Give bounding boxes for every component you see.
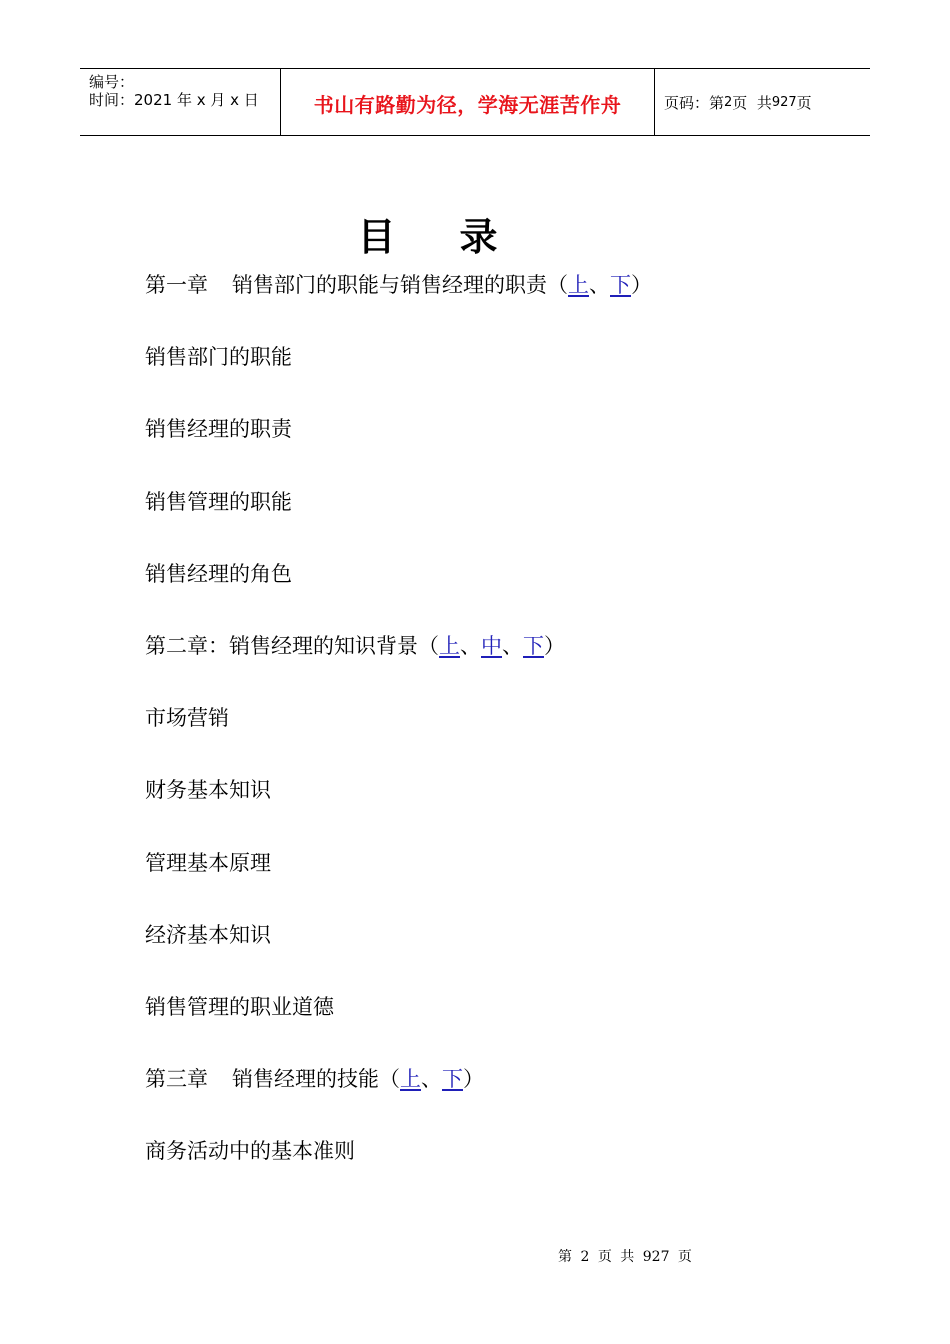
toc-entry-text: 商务活动中的基本准则 xyxy=(145,1139,355,1164)
toc-entry-text: 销售经理的职责 xyxy=(145,417,292,442)
toc-entry-text: 销售经理的角色 xyxy=(145,561,292,586)
toc-link[interactable]: 上 xyxy=(568,273,589,297)
toc-link[interactable]: 下 xyxy=(523,633,544,658)
page-title xyxy=(0,206,855,261)
toc-entry xyxy=(145,918,845,990)
toc-entry-text: 财务基本知识 xyxy=(145,778,271,803)
page-footer: 第 2 页 共 927 页 xyxy=(558,1249,692,1265)
toc-entry xyxy=(145,701,845,773)
toc-separator: 、 xyxy=(502,633,523,658)
toc-entry xyxy=(145,268,845,340)
toc-entry xyxy=(145,340,845,412)
header-page-suffix: 页 xyxy=(796,93,812,112)
page-header xyxy=(80,68,870,136)
header-page-total: 927 xyxy=(771,94,797,110)
toc-entry xyxy=(145,773,845,845)
header-motto: 书山有路勤为径，学海无涯苦作舟 xyxy=(313,92,622,117)
toc-entry-text: 第一章 xyxy=(145,273,208,297)
toc-entry-text: 第二章：销售经理的知识背景（ xyxy=(145,633,439,658)
toc-link[interactable]: 下 xyxy=(610,273,631,297)
toc-close-paren: ） xyxy=(631,273,652,297)
toc-entry xyxy=(145,846,845,918)
toc-link[interactable]: 中 xyxy=(481,633,502,658)
table-of-contents xyxy=(145,268,845,1206)
toc-entry-text: 销售管理的职能 xyxy=(145,489,292,514)
toc-link[interactable]: 上 xyxy=(439,633,460,658)
toc-entry xyxy=(145,485,845,557)
toc-entry xyxy=(145,557,845,629)
header-motto-cell xyxy=(281,69,655,135)
toc-separator: 、 xyxy=(589,273,610,297)
toc-entry-text-2: 销售经理的技能（ xyxy=(232,1067,400,1092)
toc-separator: 、 xyxy=(460,633,481,658)
toc-separator: 、 xyxy=(421,1067,442,1092)
toc-close-paren: ） xyxy=(544,633,565,658)
title-char-1: 目 xyxy=(357,214,396,259)
toc-entry-text: 销售部门的职能 xyxy=(145,345,292,370)
toc-entry-text: 管理基本原理 xyxy=(145,850,271,875)
toc-entry-text-2: 销售部门的职能与销售经理的职责（ xyxy=(232,273,568,297)
header-time: 时间：2021 年 x 月 x 日 xyxy=(89,91,259,109)
toc-close-paren: ） xyxy=(463,1067,484,1092)
header-number: 编号： xyxy=(89,73,135,91)
toc-entry xyxy=(145,1134,845,1206)
title-char-2: 录 xyxy=(459,214,498,259)
header-page-prefix: 页码：第 xyxy=(664,93,725,112)
toc-entry xyxy=(145,1062,845,1134)
header-meta xyxy=(80,69,281,135)
toc-entry-text: 经济基本知识 xyxy=(145,922,271,947)
toc-link[interactable]: 上 xyxy=(400,1067,421,1092)
header-page-mid: 页 共 xyxy=(732,93,772,112)
toc-entry xyxy=(145,412,845,484)
header-page-number xyxy=(655,69,870,135)
toc-entry-text: 市场营销 xyxy=(145,706,229,731)
header-page-current: 2 xyxy=(724,94,733,110)
toc-entry-text: 第三章 xyxy=(145,1067,208,1092)
toc-entry xyxy=(145,990,845,1062)
toc-entry-text: 销售管理的职业道德 xyxy=(145,994,334,1019)
toc-entry xyxy=(145,629,845,701)
toc-link[interactable]: 下 xyxy=(442,1067,463,1092)
